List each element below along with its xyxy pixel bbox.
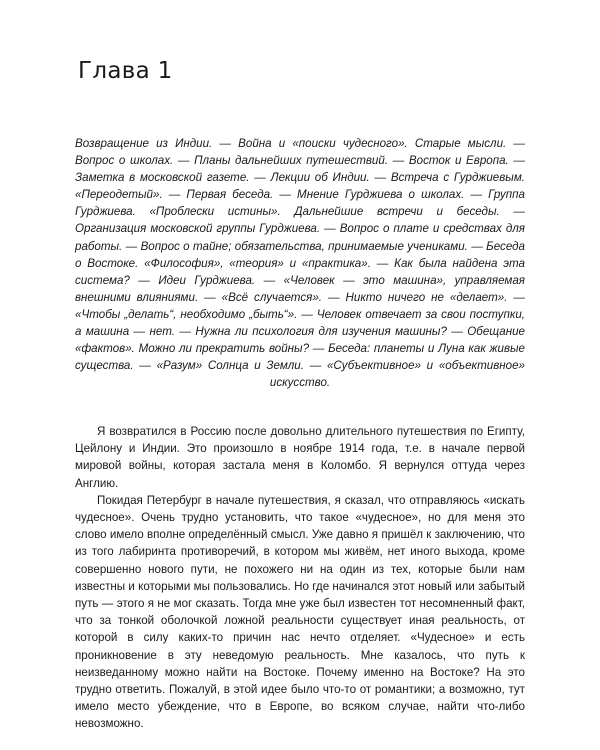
paragraph-2: Покидая Петербург в начале путешествия, я сказал, что отправляюсь «искать чудесное». Очень трудно установить, что такое «чудесное», но для меня это слово имело вполне определённый смысл. Уже давно я пришёл к заключению, что из того лабиринта противоречий, в котором мы живём, нет иного выхода, кроме совершенно нового пути, не похожего ни на один из тех, которые были нам известны и которыми мы пользовались. Но где начинался этот новый или забытый путь — этого я не мог сказать. Тогда мне уже был известен тот несомненный факт, что за тонкой оболочкой ложной реальности существует иная реальность, от которой в силу каких-то причин нас нечто отделяет. «Чудесное» и есть проникновение в эту неведомую реальность. Мне казалось, что путь к неизведанному можно найти на Востоке. Почему именно на Востоке? На это трудно ответить. Пожалуй, в этой идее было что-то от романтики; а возможно, тут имело место убеждение, что в Европе, во всяком случае, найти что-либо невозможно. (75, 493, 525, 731)
chapter-summary: Возвращение из Индии. — Война и «поиски чудесного». Старые мысли. — Вопрос о школах. — Планы дальнейших путешествий. — Восток и Европа. — Заметка в московской газете. — Лекции об Индии. — Встреча с Гурджиевым. «Переодетый». — Первая беседа. — Мнение Гурджиева о школах. — Группа Гурджиева. «Проблески истины». Дальнейшие встречи и беседы. — Организация московской группы Гурджиева. — Вопрос о плате и средствах для работы. — Вопрос о тайне; обязательства, принимаемые учениками. — Беседа о Востоке. «Философия», «теория» и «практика». — Как была найдена эта система? — Идеи Гурджиева. — «Человек — это машина», управляемая внешними влияниями. — «Всё случается». — Никто ничего не «делает». — «Чтобы „делать“, необходимо „быть“». — Человек отвечает за свои поступки, а машина — нет. — Нужна ли психология для изучения машины? — Обещание «фактов». Можно ли прекратить войны? — Беседа: планеты и Луна как живые существа. — «Разум» Солнца и Земли. — «Субъективное» и «объективное» искусство. (75, 137, 525, 390)
paragraph-1: Я возвратился в Россию после довольно длительного путешествия по Египту, Цейлону и Индии. Это произошло в ноябре 1914 года, т.е. в начале первой мировой войны, которая застала меня в Коломбо. Я вернулся оттуда через Англию. (75, 425, 525, 490)
body-text (75, 423, 525, 733)
chapter-title: Глава 1 (78, 58, 173, 84)
